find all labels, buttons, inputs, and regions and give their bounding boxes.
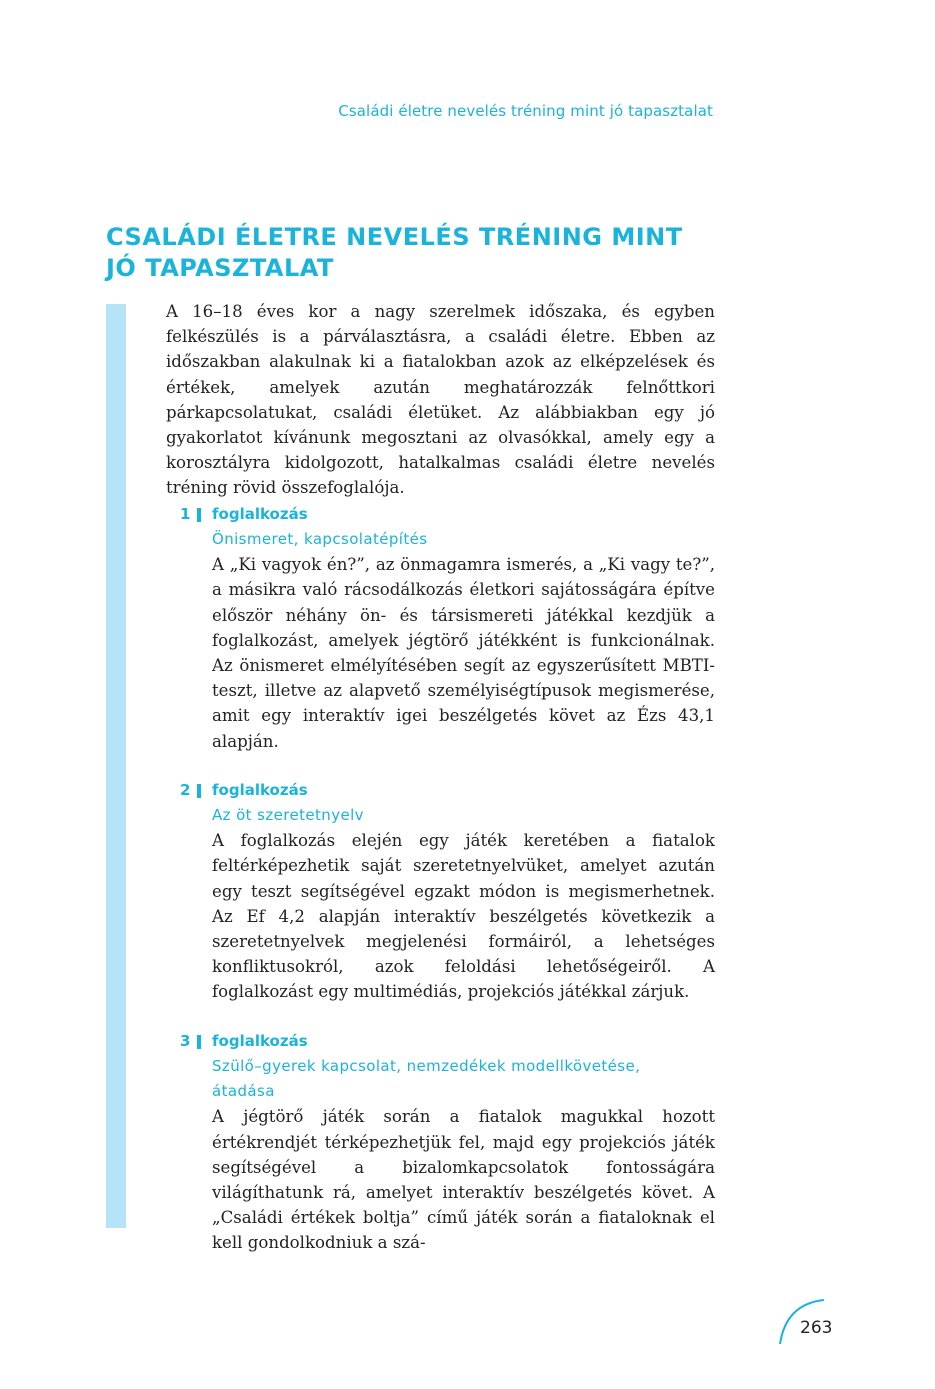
- title-line-1: CSALÁDI ÉLETRE NEVELÉS TRÉNING MINT: [106, 223, 683, 251]
- session-3: [166, 1029, 715, 1256]
- session-subtitle: [212, 803, 715, 828]
- session-label: foglalkozás: [212, 505, 308, 523]
- session-heading: [166, 502, 715, 527]
- session-body: A jégtörő játék során a fiatalok magukkal hozott értékrendjét térképezhetjük fel, majd egy projekciós játék segítségével a bizalomkapcsolatok fontosságára világíthatunk rá, amelyet interaktív beszélgetés követ. A „Családi értékek boltja” című játék során a fiataloknak el kell gondolkodniuk a szá-: [212, 1107, 715, 1253]
- session-subtitle-line: Önismeret, kapcsolatépítés: [212, 530, 428, 548]
- session-subtitle: [212, 1054, 715, 1104]
- session-subtitle-line: Az öt szeretetnyelv: [212, 806, 364, 824]
- session-subtitle: [212, 527, 715, 552]
- page-number: 263: [800, 1318, 833, 1338]
- session-heading: [166, 778, 715, 803]
- session-subtitle-line: Szülő–gyerek kapcsolat, nemzedékek modellkövetése,: [212, 1057, 641, 1075]
- session-number: 2: [180, 781, 191, 799]
- running-header: Családi életre nevelés tréning mint jó tapasztalat: [338, 102, 713, 120]
- session-subtitle-line: átadása: [212, 1082, 275, 1101]
- session-1: [166, 502, 715, 754]
- session-heading: [166, 1029, 715, 1054]
- session-marker: [197, 784, 201, 798]
- session-number: 3: [180, 1032, 191, 1050]
- intro-paragraph: A 16–18 éves kor a nagy szerelmek időszaka, és egyben felkészülés is a párválasztásra, a családi életre. Ebben az időszakban alakulnak ki a fiatalokban azok az elképzelések és értékek, amelyek azután meghatározzák felnőttkori párkapcsolatukat, családi életüket. Az alábbiakban egy jó gyakorlatot kívánunk megosztani az olvasókkal, amely egy a korosztályra kidolgozott, hatalkalmas családi életre nevelés tréning rövid összefoglalója.: [166, 302, 715, 498]
- session-marker: [197, 508, 201, 522]
- session-body: A foglalkozás elején egy játék keretében a fiatalok feltérképezhetik saját szeretetnyelvüket, amelyet azután egy teszt segítségével egzakt módon is megismerhetnek. Az Ef 4,2 alapján interaktív beszélgetés következik a szeretetnyelvek megjelenési formáiról, a lehetséges konfliktusokról, azok feloldási lehetőségeiről. A foglalkozást egy multimédiás, projekciós játékkal zárjuk.: [212, 831, 715, 1002]
- session-label: foglalkozás: [212, 781, 308, 799]
- title-line-2: JÓ TAPASZTALAT: [106, 254, 334, 282]
- session-2: [166, 778, 715, 1005]
- session-label: foglalkozás: [212, 1032, 308, 1050]
- article-title: [106, 222, 683, 284]
- accent-sidebar-bar: [106, 304, 126, 1228]
- session-marker: [197, 1035, 201, 1049]
- session-number: 1: [180, 505, 191, 523]
- session-body: A „Ki vagyok én?”, az önmagamra ismerés, a „Ki vagy te?”, a másikra való rácsodálkozás életkori sajátosságára építve először néhány ön- és társismereti játékkal kezdjük a foglalkozást, amelyek jégtörő játékként is funkcionálnak. Az önismeret elmélyítésében segít az egyszerűsített MBTI-teszt, illetve az alapvető személyiségtípusok megismerése, amit egy interaktív igei beszélgetés követ az Ézs 43,1 alapján.: [212, 555, 715, 751]
